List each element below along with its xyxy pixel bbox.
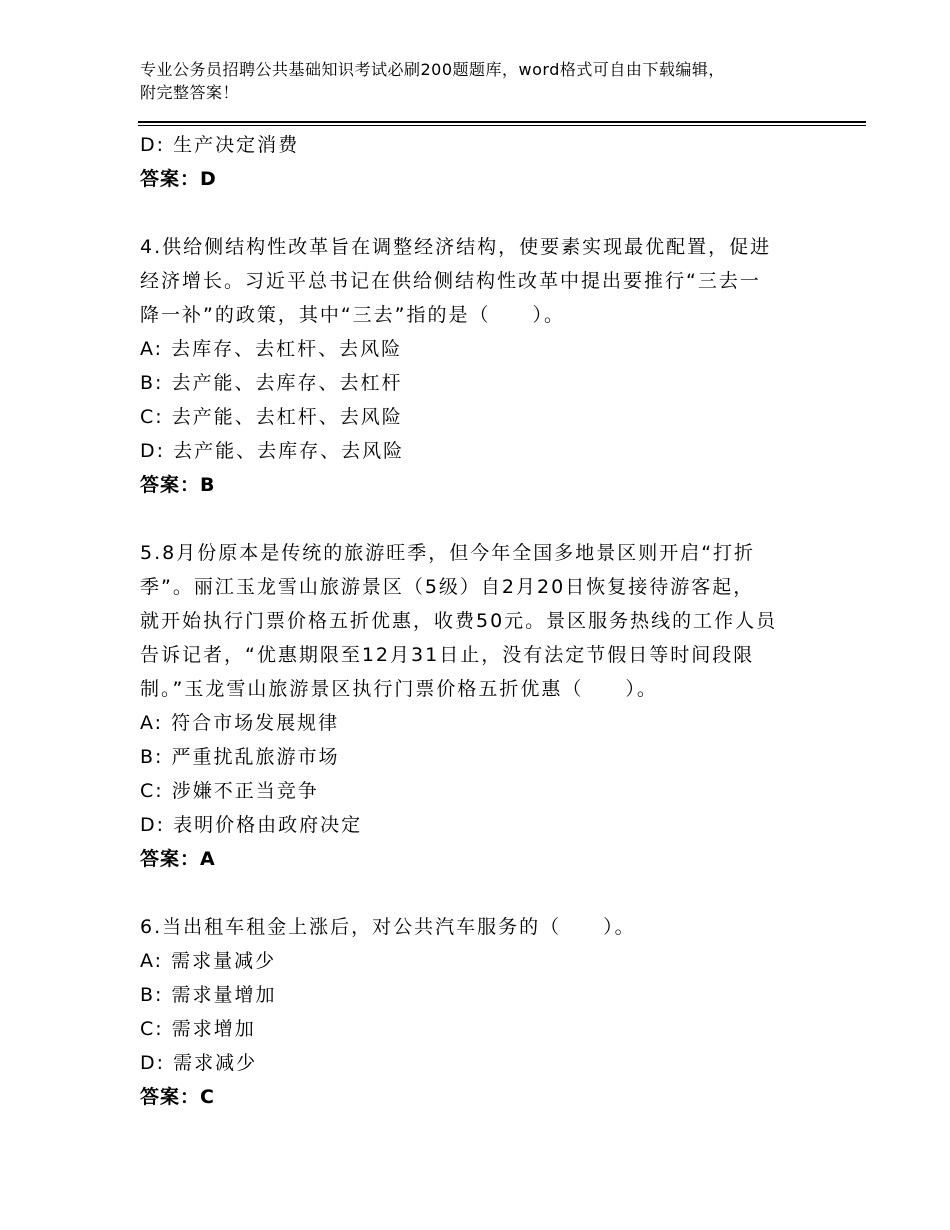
stem-line: 降一补”的政策，其中“三去”指的是（ ）。 [140, 304, 566, 326]
option-c: C: 去产能、去杠杆、去风险 [140, 406, 403, 428]
question-stem [140, 230, 820, 332]
option-b: B: 去产能、去库存、去杠杆 [140, 372, 403, 394]
spacer [140, 502, 820, 536]
question-6 [140, 910, 820, 1114]
option-b: B: 严重扰乱旅游市场 [140, 746, 340, 768]
spacer [140, 196, 820, 230]
option-a: A: 符合市场发展规律 [140, 712, 340, 734]
option-a: A: 需求量减少 [140, 950, 277, 972]
header-line-2: 附完整答案！ [140, 83, 240, 102]
option-d: D: 表明价格由政府决定 [140, 814, 363, 836]
answer: 答案：B [140, 474, 216, 496]
option-d: D: 去产能、去库存、去风险 [140, 440, 405, 462]
option-c: C: 需求增加 [140, 1018, 256, 1040]
option-d: D: 需求减少 [140, 1052, 258, 1074]
header-rule-thin [138, 125, 866, 126]
question-5 [140, 536, 820, 876]
spacer [140, 876, 820, 910]
stem-line: 季”。丽江玉龙雪山旅游景区（5级）自2月20日恢复接待游客起， [140, 576, 755, 598]
stem-line: 制。”玉龙雪山旅游景区执行门票价格五折优惠（ ）。 [140, 678, 658, 700]
question-content [140, 128, 820, 1114]
header-line-1: 专业公务员招聘公共基础知识考试必刷200题题库，word格式可自由下载编辑， [140, 60, 725, 79]
question-stem [140, 536, 820, 706]
stem-line: 告诉记者，“优惠期限至12月31日止，没有法定节假日等时间段限 [140, 644, 755, 666]
stem-line: 5.8月份原本是传统的旅游旺季，但今年全国多地景区则开启“打折 [140, 542, 756, 564]
question-stem [140, 910, 820, 944]
option-b: B: 需求量增加 [140, 984, 277, 1006]
stem-line: 4.供给侧结构性改革旨在调整经济结构，使要素实现最优配置，促进 [140, 236, 772, 258]
option-d: D: 生产决定消费 [140, 134, 300, 156]
stem-line: 6.当出租车租金上涨后，对公共汽车服务的（ ）。 [140, 916, 636, 938]
stem-line: 经济增长。习近平总书记在供给侧结构性改革中提出要推行“三去一 [140, 270, 761, 292]
header-rule-thick [138, 121, 866, 123]
option-a: A: 去库存、去杠杆、去风险 [140, 338, 403, 360]
answer: 答案：C [140, 1086, 215, 1108]
question-3-tail [140, 128, 820, 196]
stem-line: 就开始执行门票价格五折优惠，收费50元。景区服务热线的工作人员 [140, 610, 778, 632]
answer: 答案：D [140, 168, 217, 190]
option-c: C: 涉嫌不正当竞争 [140, 780, 319, 802]
page-header [140, 58, 830, 104]
answer: 答案：A [140, 848, 216, 870]
question-4 [140, 230, 820, 502]
